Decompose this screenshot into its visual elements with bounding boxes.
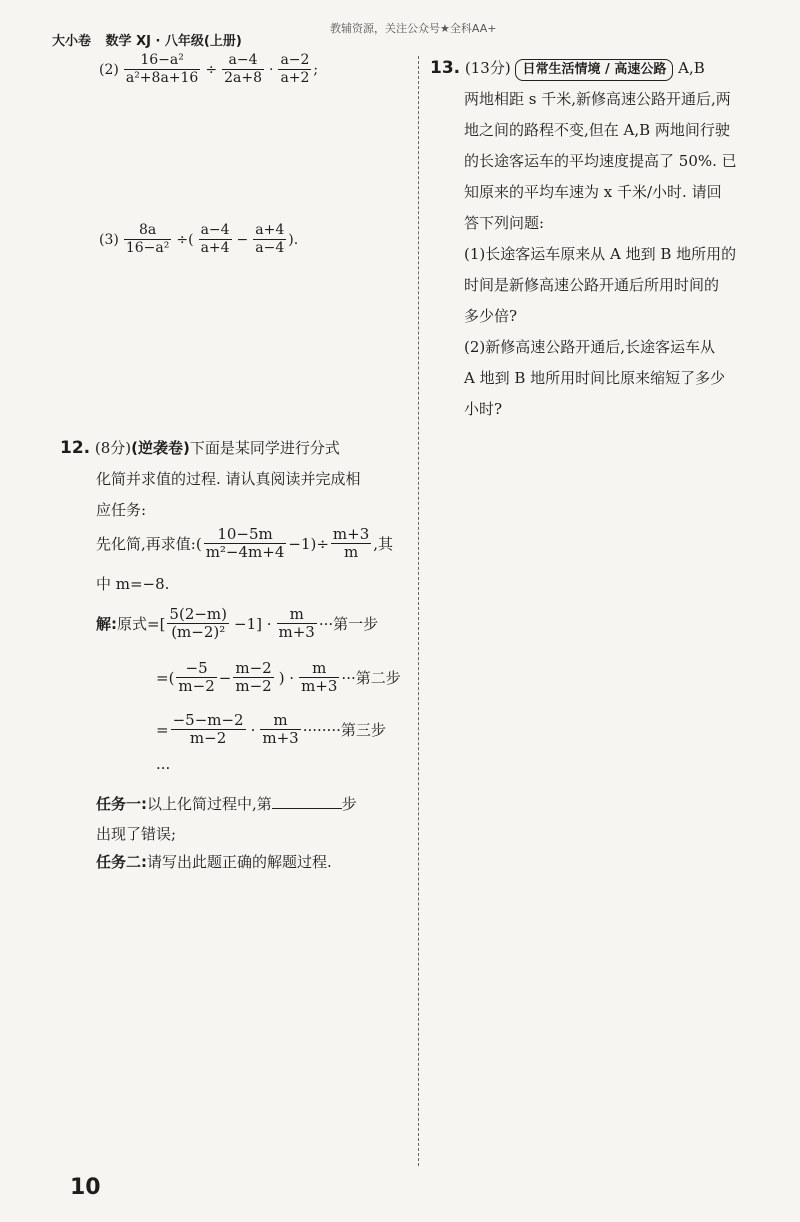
- task-text: 步: [341, 795, 357, 813]
- task-one: [96, 788, 357, 821]
- q13-line4: 的长途客运车的平均速度提高了 50%. 已: [464, 152, 737, 170]
- denominator: m+3: [278, 623, 315, 641]
- operator: =(: [156, 668, 175, 687]
- q12-intro: [60, 432, 340, 465]
- fraction: [260, 712, 300, 747]
- question-tag: (逆袭卷): [131, 439, 190, 457]
- continuation-dots: ···: [156, 759, 171, 777]
- denominator: m: [343, 543, 359, 561]
- q13-line8: 时间是新修高速公路开通后所用时间的: [464, 276, 720, 294]
- denominator: m+3: [262, 729, 299, 747]
- task-text: 以上化简过程中,第: [147, 795, 272, 813]
- denominator: 16−a²: [125, 240, 170, 256]
- numerator: m: [277, 606, 317, 624]
- fraction: [204, 526, 287, 561]
- operator: ·: [250, 720, 256, 739]
- question-score: (13分): [464, 59, 511, 77]
- step-label: ········第三步: [302, 721, 386, 739]
- book-title: 大小卷: [52, 34, 92, 49]
- operator: ) ·: [278, 668, 295, 687]
- numerator: a−4: [200, 222, 230, 238]
- denominator: m−2: [189, 729, 227, 747]
- column-divider: [418, 56, 419, 1166]
- intro-line: 下面是某同学进行分式: [189, 439, 340, 457]
- punctuation: ).: [288, 231, 299, 248]
- numerator: 5(2−m): [169, 605, 228, 623]
- q12-intro-line3: 应任务:: [96, 501, 147, 519]
- q13-line6: 答下列问题:: [464, 214, 545, 232]
- operator: ÷(: [176, 231, 194, 248]
- answer-blank[interactable]: [272, 794, 342, 809]
- operator: =: [156, 720, 169, 739]
- denominator: 2a+8: [224, 70, 262, 86]
- task-one-line2: 出现了错误;: [96, 825, 177, 843]
- fraction: [199, 222, 232, 257]
- solution-step1: [96, 606, 378, 641]
- fraction: [299, 660, 339, 695]
- fraction: [331, 526, 371, 561]
- question-number: 12.: [60, 438, 91, 458]
- tag-label: 日常生活情境: [522, 62, 601, 77]
- q13-line9: 多少倍?: [464, 307, 518, 325]
- operator: −1)÷: [288, 534, 329, 553]
- question-score: (8分): [94, 439, 132, 457]
- operator: ·: [268, 61, 274, 78]
- numerator: m: [299, 660, 339, 678]
- page-header: [52, 30, 252, 49]
- solution-step3: [156, 712, 386, 747]
- denominator: a²+8a+16: [125, 70, 199, 86]
- q12-where: 中 m=−8.: [96, 575, 170, 593]
- step-label: ···第二步: [341, 669, 401, 687]
- q12-intro-line2: 化简并求值的过程. 请认真阅读并完成相: [96, 470, 361, 488]
- context-tag: 日常生活情境 / 高速公路: [515, 59, 673, 81]
- simplify-prefix: 先化简,再求值:(: [96, 535, 202, 553]
- denominator: m−2: [178, 677, 215, 695]
- operator: ÷: [205, 61, 218, 78]
- fraction: [277, 606, 317, 641]
- task-label: 任务一:: [96, 795, 147, 813]
- fraction: [253, 222, 286, 257]
- operator: −: [236, 231, 249, 248]
- page-number: 10: [70, 1175, 101, 1200]
- original-expr: 原式=[: [117, 615, 166, 633]
- denominator: a+4: [200, 240, 230, 256]
- q13-line3: 地之间的路程不变,但在 A,B 两地间行驶: [464, 121, 730, 139]
- q13-line2: 两地相距 s 千米,新修高速公路开通后,两: [464, 90, 731, 108]
- fraction: [124, 222, 172, 257]
- fraction: [233, 660, 273, 695]
- numerator: m−2: [235, 659, 272, 677]
- numerator: a−4: [222, 52, 264, 70]
- operator: −: [218, 668, 232, 687]
- numerator: m+3: [332, 525, 370, 543]
- subject-label: 数学 XJ · 八年级(上册): [105, 34, 242, 49]
- denominator: m+3: [301, 677, 338, 695]
- q13-text: A,B: [678, 59, 705, 77]
- q13-line11: A 地到 B 地所用时间比原来缩短了多少: [464, 369, 726, 387]
- step-label: ···第一步: [318, 615, 379, 633]
- fraction: [124, 52, 201, 87]
- task-two: [96, 846, 332, 879]
- tag-label: 高速公路: [614, 62, 667, 77]
- fraction: [171, 712, 246, 747]
- numerator: 10−5m: [204, 526, 287, 544]
- q13-line10: (2)新修高速公路开通后,长途客运车从: [464, 338, 716, 356]
- numerator: −5: [176, 660, 216, 678]
- part-label: (2): [99, 61, 119, 78]
- task-text: 请写出此题正确的解题过程.: [147, 853, 332, 871]
- denominator: (m−2)²: [171, 623, 226, 641]
- q12-simplify: [96, 526, 393, 561]
- simplify-suffix: ,其: [373, 535, 394, 553]
- numerator: −5−m−2: [172, 711, 244, 729]
- q13-line12: 小时?: [464, 400, 503, 418]
- task-label: 任务二:: [96, 853, 147, 871]
- fraction: [176, 660, 216, 695]
- numerator: a−2: [280, 52, 310, 68]
- q13-line1: [430, 52, 705, 85]
- header-note: 教辅资源，关注公众号★全科AA+: [330, 22, 497, 35]
- punctuation: ;: [313, 61, 319, 78]
- numerator: m: [260, 712, 300, 730]
- denominator: m²−4m+4: [205, 543, 285, 561]
- solution-step2: [156, 660, 401, 695]
- fraction: [222, 52, 264, 87]
- fraction: [167, 606, 229, 641]
- part-label: (3): [99, 231, 119, 248]
- q11-part3: [96, 222, 298, 257]
- denominator: a−4: [255, 240, 285, 256]
- q13-line7: (1)长途客运车原来从 A 地到 B 地所用的: [464, 245, 737, 263]
- solution-label: 解:: [96, 615, 117, 633]
- denominator: a+2: [280, 70, 310, 86]
- fraction: [278, 52, 311, 87]
- denominator: m−2: [235, 677, 272, 695]
- numerator: a+4: [255, 222, 285, 238]
- numerator: 16−a²: [124, 52, 201, 70]
- numerator: 8a: [124, 222, 172, 240]
- q11-part2: [96, 52, 318, 87]
- operator: −1] ·: [234, 614, 272, 633]
- question-number: 13.: [430, 58, 461, 78]
- q13-line5: 知原来的平均车速为 x 千米/小时. 请回: [464, 183, 722, 201]
